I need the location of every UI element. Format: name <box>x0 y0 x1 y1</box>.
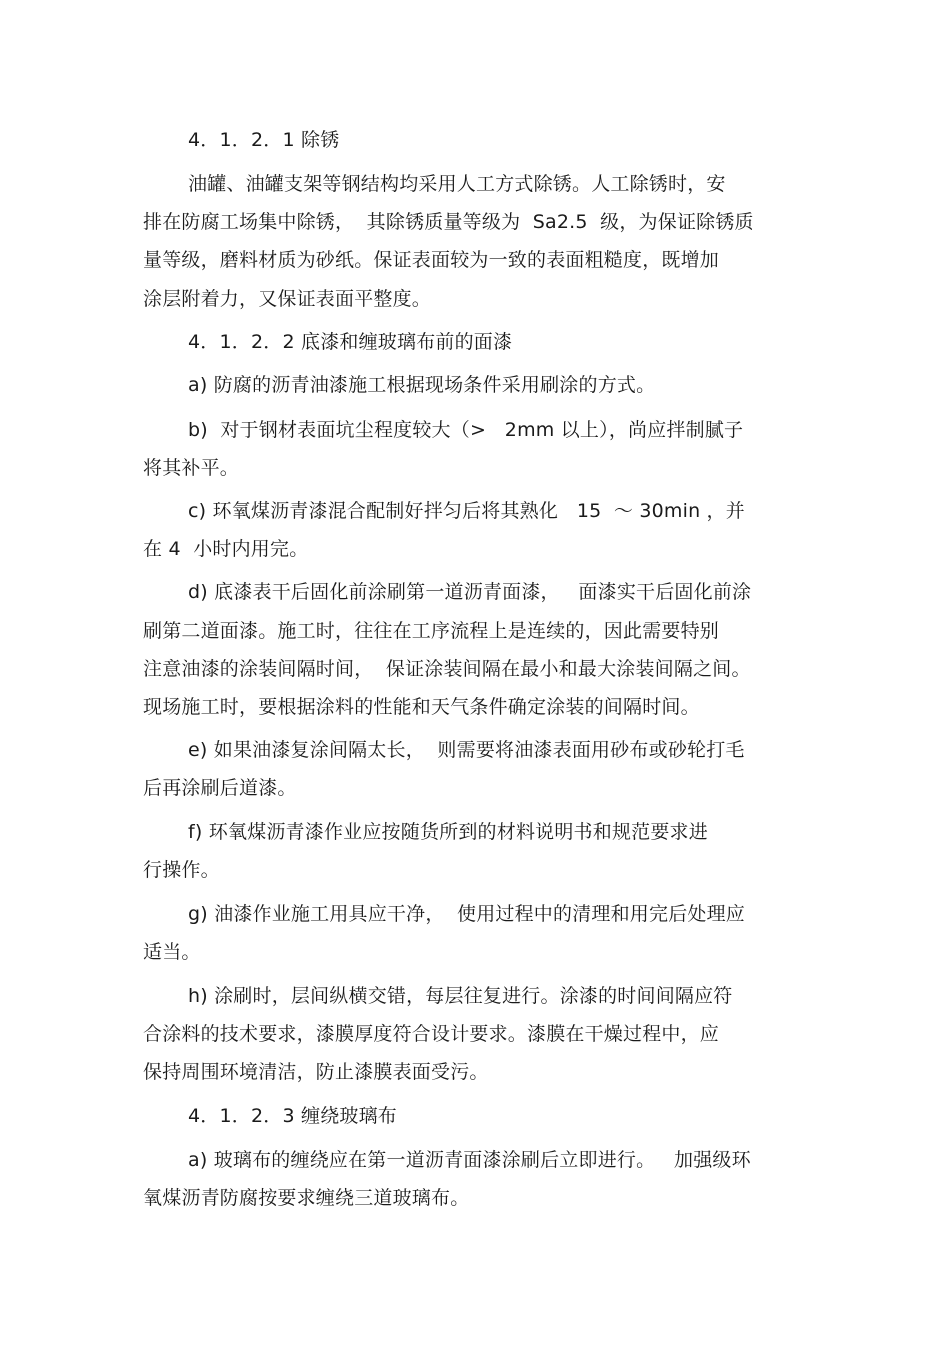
paragraph-line: 量等级，磨料材质为砂纸。保证表面较为一致的表面粗糙度，既增加 <box>143 249 720 271</box>
section-heading-4-1-2-2: 4．1．2．2 底漆和缠玻璃布前的面漆 <box>188 331 513 353</box>
section-heading-4-1-2-1: 4．1．2．1 除锈 <box>188 129 340 151</box>
list-item-e: e) 如果油漆复涂间隔太长， 则需要将油漆表面用砂布或砂轮打毛 <box>188 739 745 761</box>
list-item-f-cont: 行操作。 <box>143 859 220 881</box>
paragraph-line: 油罐、油罐支架等钢结构均采用人工方式除锈。人工除锈时，安 <box>188 173 726 195</box>
list-item-g: g) 油漆作业施工用具应干净， 使用过程中的清理和用完后处理应 <box>188 903 745 925</box>
list-item-d: d) 底漆表干后固化前涂刷第一道沥青面漆， 面漆实干后固化前涂 <box>188 581 752 603</box>
list-item-d-cont: 现场施工时，要根据涂料的性能和天气条件确定涂装的间隔时间。 <box>143 696 700 718</box>
list-item-g-cont: 适当。 <box>143 941 201 963</box>
list-item-a: a) 防腐的沥青油漆施工根据现场条件采用刷涂的方式。 <box>188 374 656 396</box>
list-item-h-cont: 合涂料的技术要求，漆膜厚度符合设计要求。漆膜在干燥过程中，应 <box>143 1023 720 1045</box>
list-item-h-cont: 保持周围环境清洁，防止漆膜表面受污。 <box>143 1061 489 1083</box>
list-item-h: h) 涂刷时，层间纵横交错，每层往复进行。涂漆的时间间隔应符 <box>188 985 733 1007</box>
list-item-a-glass: a) 玻璃布的缠绕应在第一道沥青面漆涂刷后立即进行。 加强级环 <box>188 1149 751 1171</box>
list-item-c-cont: 在 4 小时内用完。 <box>143 538 309 560</box>
list-item-d-cont: 刷第二道面漆。施工时，往往在工序流程上是连续的，因此需要特别 <box>143 620 720 642</box>
list-item-e-cont: 后再涂刷后道漆。 <box>143 777 297 799</box>
list-item-a-glass-cont: 氧煤沥青防腐按要求缠绕三道玻璃布。 <box>143 1187 470 1209</box>
paragraph-line: 排在防腐工场集中除锈， 其除锈质量等级为 Sa2.5 级，为保证除锈质 <box>143 211 754 233</box>
list-item-b-cont: 将其补平。 <box>143 457 240 479</box>
section-heading-4-1-2-3: 4．1．2．3 缠绕玻璃布 <box>188 1105 397 1127</box>
list-item-c: c) 环氧煤沥青漆混合配制好拌匀后将其熟化 15 ～ 30min ，并 <box>188 500 745 522</box>
list-item-d-cont: 注意油漆的涂装间隔时间， 保证涂装间隔在最小和最大涂装间隔之间。 <box>143 658 751 680</box>
list-item-b: b) 对于钢材表面坑尘程度较大（> 2mm 以上），尚应拌制腻子 <box>188 419 744 441</box>
paragraph-line: 涂层附着力，又保证表面平整度。 <box>143 288 432 310</box>
list-item-f: f) 环氧煤沥青漆作业应按随货所到的材料说明书和规范要求进 <box>188 821 708 843</box>
